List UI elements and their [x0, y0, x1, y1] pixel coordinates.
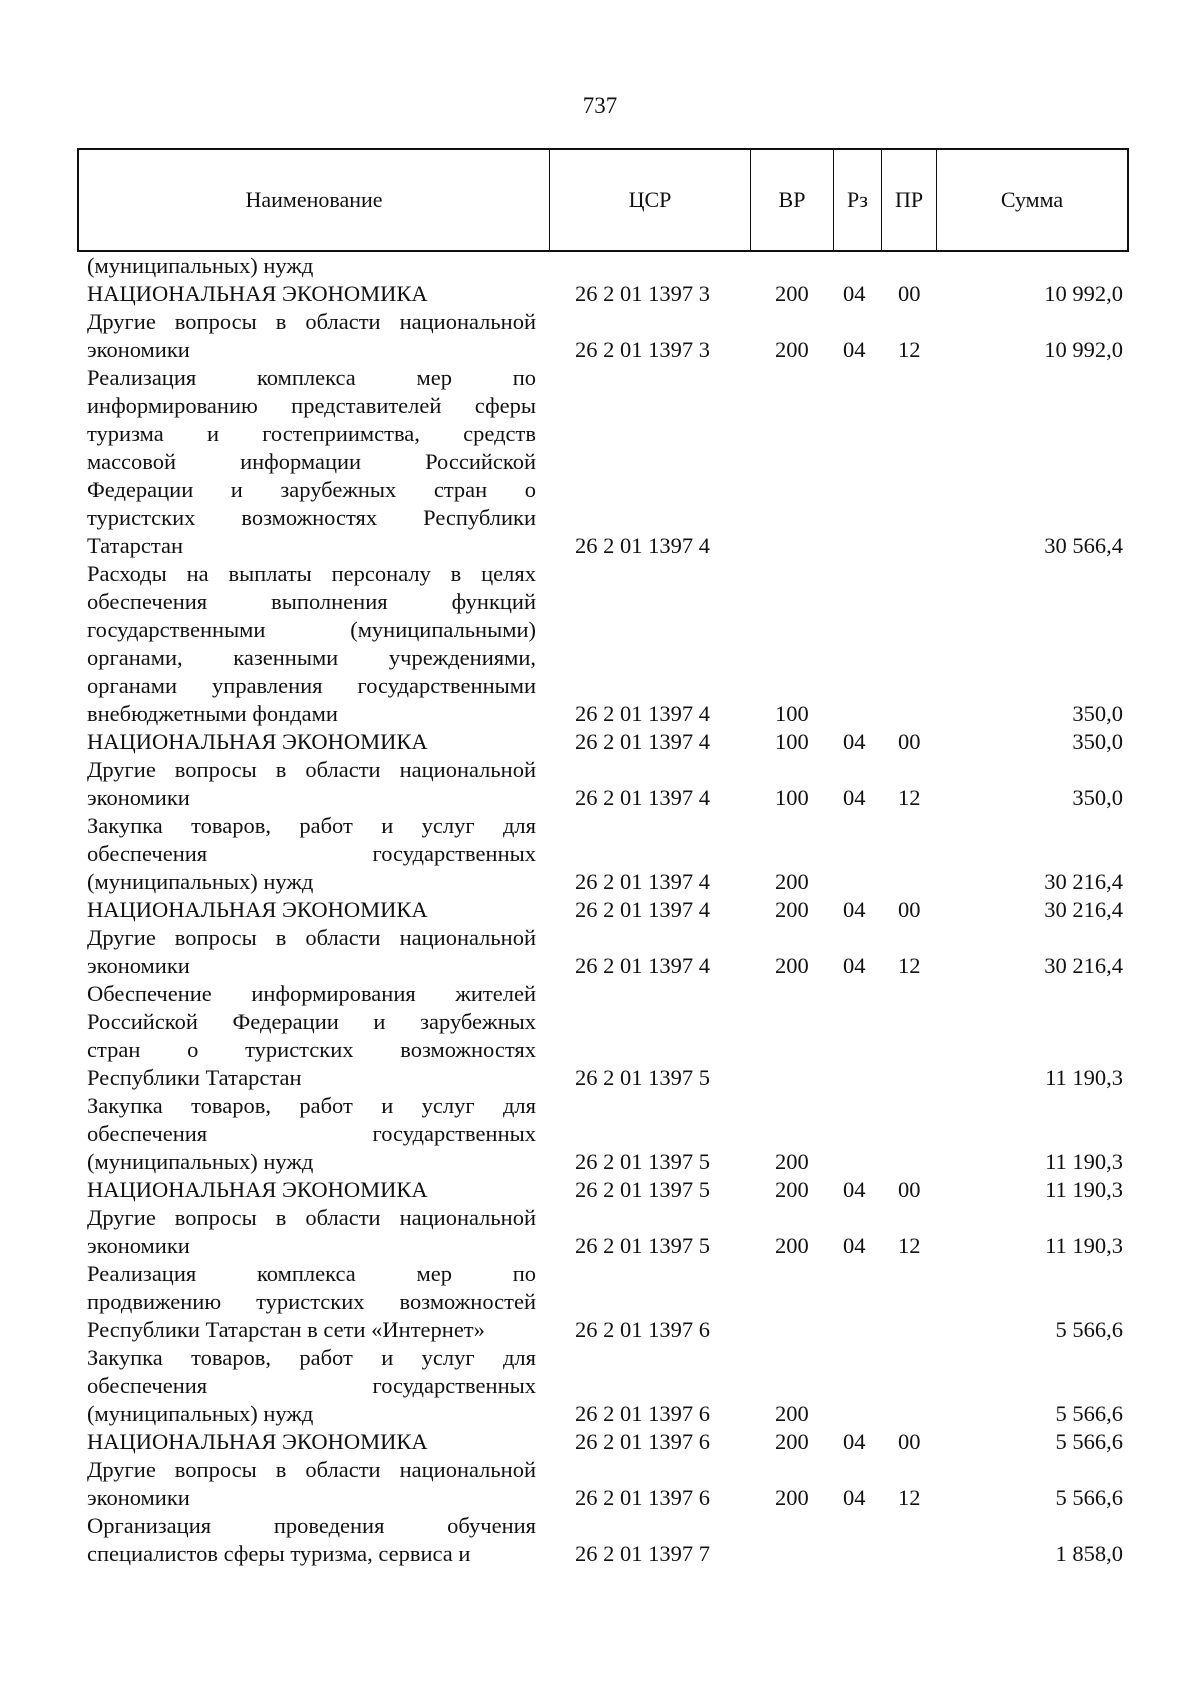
- row-sum: 350,0: [1072, 729, 1123, 754]
- row-sum: 350,0: [1072, 785, 1123, 810]
- row-name-line: НАЦИОНАЛЬНАЯ ЭКОНОМИКА: [87, 1177, 428, 1202]
- row-name: [87, 1428, 536, 1456]
- row-name: [87, 280, 536, 308]
- row-pr: 12: [898, 1233, 921, 1258]
- row-name-line: обеспечения государственных: [87, 1373, 536, 1398]
- row-name-line: НАЦИОНАЛЬНАЯ ЭКОНОМИКА: [87, 1429, 428, 1454]
- row-sum: 30 566,4: [1044, 533, 1123, 558]
- table-header: [77, 148, 1129, 252]
- row-sum: 30 216,4: [1044, 869, 1123, 894]
- row-name: [87, 756, 536, 812]
- row-csr: 26 2 01 1397 4: [575, 953, 710, 978]
- row-name: [87, 364, 536, 560]
- row-name: [87, 1176, 536, 1204]
- header-name: Наименование: [79, 150, 550, 250]
- row-name-line: Республики Татарстан в сети «Интернет»: [87, 1317, 485, 1342]
- row-rz: 04: [843, 281, 866, 306]
- row-name-line: специалистов сферы туризма, сервиса и: [87, 1541, 471, 1566]
- row-rz: 04: [843, 1177, 866, 1202]
- row-name-line: Российской Федерации и зарубежных: [87, 1009, 536, 1034]
- row-name: [87, 1512, 536, 1568]
- table-row: [0, 1204, 1200, 1260]
- row-name-line: государственными (муниципальными): [87, 617, 536, 642]
- table-row: [0, 812, 1200, 896]
- row-name-line: Расходы на выплаты персоналу в целях: [87, 561, 536, 586]
- row-vr: 200: [775, 953, 809, 978]
- row-csr: 26 2 01 1397 6: [575, 1317, 710, 1342]
- row-rz: 04: [843, 1485, 866, 1510]
- header-csr: ЦСР: [550, 150, 751, 250]
- row-name-line: туристских возможностях Республики: [87, 505, 536, 530]
- row-name: [87, 896, 536, 924]
- row-pr: 12: [898, 1485, 921, 1510]
- row-rz: 04: [843, 785, 866, 810]
- row-name-line: внебюджетными фондами: [87, 701, 338, 726]
- row-sum: 5 566,6: [1055, 1317, 1123, 1342]
- row-csr: 26 2 01 1397 4: [575, 785, 710, 810]
- row-sum: 1 858,0: [1055, 1541, 1123, 1566]
- row-vr: 200: [775, 1429, 809, 1454]
- row-name-line: продвижению туристских возможностей: [87, 1289, 536, 1314]
- row-vr: 200: [775, 1149, 809, 1174]
- row-name-line: стран о туристских возможностях: [87, 1037, 536, 1062]
- row-name: [87, 1260, 536, 1344]
- row-csr: 26 2 01 1397 4: [575, 701, 710, 726]
- row-rz: 04: [843, 897, 866, 922]
- row-name: [87, 1092, 536, 1176]
- row-vr: 200: [775, 337, 809, 362]
- table-row: [0, 924, 1200, 980]
- row-name-line: обеспечения выполнения функций: [87, 589, 536, 614]
- row-vr: 100: [775, 729, 809, 754]
- row-vr: 100: [775, 701, 809, 726]
- row-sum: 11 190,3: [1045, 1149, 1123, 1174]
- row-pr: 00: [898, 1429, 921, 1454]
- row-name-line: органами, казенными учреждениями,: [87, 645, 536, 670]
- row-name-line: Обеспечение информирования жителей: [87, 981, 536, 1006]
- row-sum: 350,0: [1072, 701, 1123, 726]
- row-vr: 200: [775, 1177, 809, 1202]
- row-sum: 10 992,0: [1044, 337, 1123, 362]
- row-pr: 00: [898, 897, 921, 922]
- row-sum: 30 216,4: [1044, 953, 1123, 978]
- table-row: [0, 1428, 1200, 1456]
- row-name-line: Реализация комплекса мер по: [87, 1261, 536, 1286]
- table-row: [0, 308, 1200, 364]
- row-vr: 200: [775, 1485, 809, 1510]
- row-csr: 26 2 01 1397 6: [575, 1401, 710, 1426]
- row-name-line: экономики: [87, 1485, 190, 1510]
- table-row: [0, 364, 1200, 560]
- row-name-line: Другие вопросы в области национальной: [87, 1205, 536, 1230]
- row-csr: 26 2 01 1397 5: [575, 1233, 710, 1258]
- row-csr: 26 2 01 1397 4: [575, 729, 710, 754]
- row-vr: 200: [775, 1401, 809, 1426]
- table-row: [0, 1092, 1200, 1176]
- row-pr: 00: [898, 729, 921, 754]
- header-rz: Рз: [834, 150, 882, 250]
- row-name-line: органами управления государственными: [87, 673, 536, 698]
- row-csr: 26 2 01 1397 3: [575, 281, 710, 306]
- table-row: [0, 728, 1200, 756]
- row-name-line: (муниципальных) нужд: [87, 1149, 314, 1174]
- row-rz: 04: [843, 953, 866, 978]
- table-row: [0, 1260, 1200, 1344]
- table-row: [0, 980, 1200, 1092]
- row-name-line: массовой информации Российской: [87, 449, 536, 474]
- row-csr: 26 2 01 1397 4: [575, 897, 710, 922]
- row-name-line: экономики: [87, 337, 190, 362]
- row-name-line: Реализация комплекса мер по: [87, 365, 536, 390]
- row-name-line: (муниципальных) нужд: [87, 869, 314, 894]
- row-pr: 12: [898, 953, 921, 978]
- row-csr: 26 2 01 1397 3: [575, 337, 710, 362]
- page-number: 737: [582, 93, 618, 118]
- header-pr: ПР: [882, 150, 937, 250]
- row-vr: 200: [775, 869, 809, 894]
- row-csr: 26 2 01 1397 7: [575, 1541, 710, 1566]
- table-row: [0, 896, 1200, 924]
- row-name: [87, 308, 536, 364]
- row-sum: 11 190,3: [1045, 1177, 1123, 1202]
- row-name-line: Другие вопросы в области национальной: [87, 309, 536, 334]
- row-name-line: экономики: [87, 1233, 190, 1258]
- row-name: [87, 252, 536, 280]
- row-csr: 26 2 01 1397 4: [575, 869, 710, 894]
- row-pr: 12: [898, 337, 921, 362]
- row-name-line: Организация проведения обучения: [87, 1513, 536, 1538]
- row-name-line: информированию представителей сферы: [87, 393, 536, 418]
- row-sum: 5 566,6: [1055, 1401, 1123, 1426]
- table-row: [0, 1344, 1200, 1428]
- row-sum: 30 216,4: [1044, 897, 1123, 922]
- row-sum: 11 190,3: [1045, 1233, 1123, 1258]
- row-name: [87, 924, 536, 980]
- table-row: [0, 560, 1200, 728]
- row-name-line: Республики Татарстан: [87, 1065, 302, 1090]
- row-vr: 200: [775, 1233, 809, 1258]
- table-row: [0, 1176, 1200, 1204]
- row-name-line: Татарстан: [87, 533, 184, 558]
- row-vr: 200: [775, 281, 809, 306]
- row-name-line: НАЦИОНАЛЬНАЯ ЭКОНОМИКА: [87, 281, 428, 306]
- row-name-line: (муниципальных) нужд: [87, 253, 314, 278]
- row-name: [87, 1456, 536, 1512]
- row-pr: 12: [898, 785, 921, 810]
- row-name-line: Закупка товаров, работ и услуг для: [87, 813, 536, 838]
- row-rz: 04: [843, 337, 866, 362]
- row-name: [87, 1204, 536, 1260]
- row-csr: 26 2 01 1397 4: [575, 533, 710, 558]
- row-name-line: Другие вопросы в области национальной: [87, 925, 536, 950]
- row-name-line: Другие вопросы в области национальной: [87, 757, 536, 782]
- table-row: [0, 756, 1200, 812]
- row-name-line: НАЦИОНАЛЬНАЯ ЭКОНОМИКА: [87, 897, 428, 922]
- table-row: [0, 1456, 1200, 1512]
- row-name: [87, 560, 536, 728]
- table-row: [0, 1512, 1200, 1568]
- row-csr: 26 2 01 1397 6: [575, 1429, 710, 1454]
- row-rz: 04: [843, 1429, 866, 1454]
- row-name-line: обеспечения государственных: [87, 1121, 536, 1146]
- row-csr: 26 2 01 1397 5: [575, 1065, 710, 1090]
- row-name-line: экономики: [87, 785, 190, 810]
- row-name: [87, 728, 536, 756]
- row-name-line: Другие вопросы в области национальной: [87, 1457, 536, 1482]
- row-name: [87, 980, 536, 1092]
- row-name-line: (муниципальных) нужд: [87, 1401, 314, 1426]
- row-name-line: туризма и гостеприимства, средств: [87, 421, 536, 446]
- row-name-line: экономики: [87, 953, 190, 978]
- row-vr: 100: [775, 785, 809, 810]
- row-csr: 26 2 01 1397 5: [575, 1177, 710, 1202]
- row-name-line: Закупка товаров, работ и услуг для: [87, 1345, 536, 1370]
- row-sum: 10 992,0: [1044, 281, 1123, 306]
- header-sum: Сумма: [1000, 187, 1064, 212]
- row-csr: 26 2 01 1397 6: [575, 1485, 710, 1510]
- table-body: [0, 252, 1200, 1568]
- row-sum: 5 566,6: [1055, 1485, 1123, 1510]
- row-rz: 04: [843, 1233, 866, 1258]
- table-row: [0, 252, 1200, 280]
- row-vr: 200: [775, 897, 809, 922]
- row-csr: 26 2 01 1397 5: [575, 1149, 710, 1174]
- table-row: [0, 280, 1200, 308]
- row-sum: 5 566,6: [1055, 1429, 1123, 1454]
- row-name-line: НАЦИОНАЛЬНАЯ ЭКОНОМИКА: [87, 729, 428, 754]
- header-vr: ВР: [751, 150, 834, 250]
- row-name-line: Федерации и зарубежных стран о: [87, 477, 536, 502]
- row-name-line: обеспечения государственных: [87, 841, 536, 866]
- row-rz: 04: [843, 729, 866, 754]
- row-pr: 00: [898, 281, 921, 306]
- row-name: [87, 1344, 536, 1428]
- row-name: [87, 812, 536, 896]
- row-name-line: Закупка товаров, работ и услуг для: [87, 1093, 536, 1118]
- row-pr: 00: [898, 1177, 921, 1202]
- row-sum: 11 190,3: [1045, 1065, 1123, 1090]
